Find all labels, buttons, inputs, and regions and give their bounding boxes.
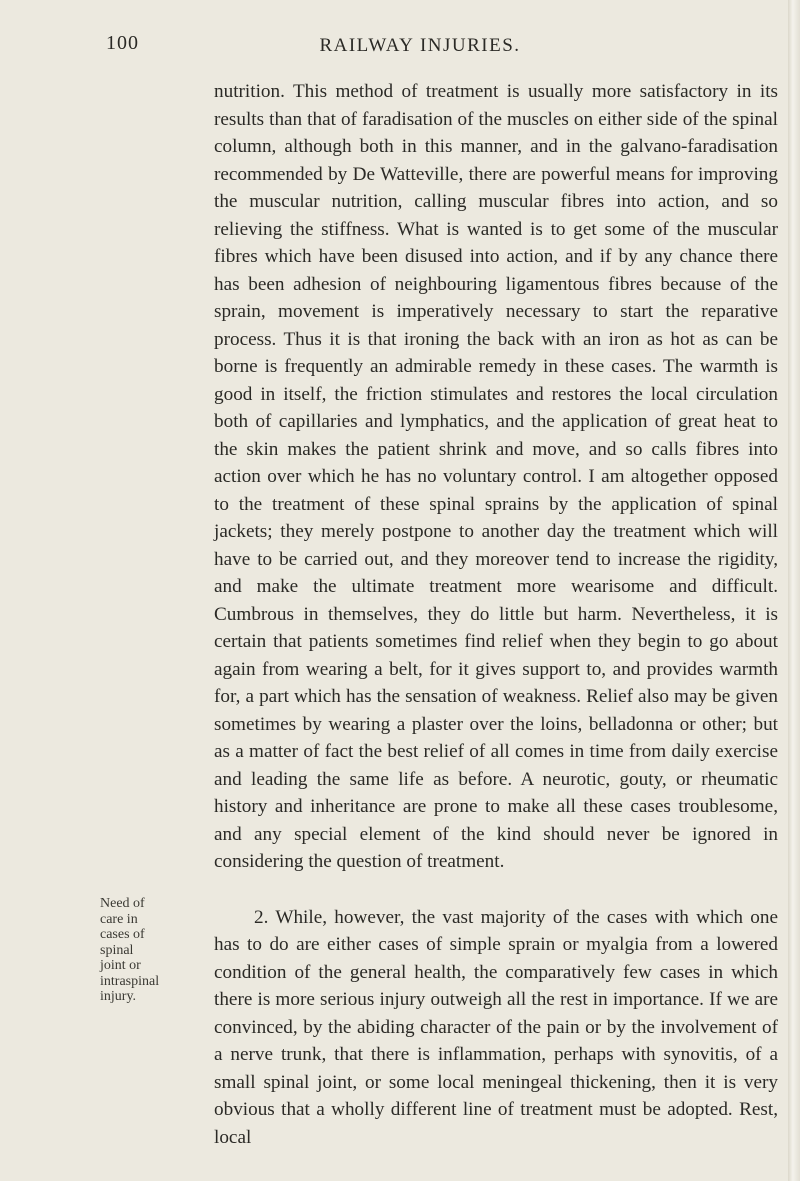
page-number: 100 <box>106 32 139 54</box>
margin-note-line: Need of <box>100 896 145 911</box>
running-head <box>0 32 800 62</box>
margin-note-line: cases of <box>100 927 145 942</box>
paragraph-2: 2. While, however, the vast majority of the cases with which one has to do are either cases of simple sprain or myalgia from a lowered condition of the general health, the comparatively few cases in which there is more serious injury outweigh all the rest in importance. If we are convinced, by the abiding character of the pain or by the involvement of a nerve trunk, that there is inflammation, perhaps with synovitis, of a small spinal joint, or some local meningeal thickening, then it is very obvious that a wholly different line of treatment must be adopted. Rest, local <box>214 906 778 1148</box>
running-title: RAILWAY INJURIES. <box>319 35 521 56</box>
page-edge <box>788 0 800 1181</box>
margin-note-line: spinal <box>100 942 134 958</box>
margin-note-line: care in <box>100 911 138 927</box>
margin-note-line: injury. <box>100 989 137 1004</box>
margin-note <box>100 896 174 1005</box>
margin-note-line: joint or <box>100 958 141 973</box>
margin-note-line: intraspinal <box>100 973 160 989</box>
paragraph-1: nutrition. This method of treatment is usually more satisfactory in its results than that of faradisation of the muscles on either side of the spinal column, although both in this manner, and in the galvano-faradisation recommended by De Watteville, there are powerful means for improving the muscular nutrition, calling muscular fibres into action, and so relieving the stiffness. What is wanted is to get some of the muscular fibres which have been disused into action, and if by any chance there has been adhesion of neighbouring ligamentous fibres because of the sprain, movement is imperatively necessary to start the reparative process. Thus it is that ironing the back with an iron as hot as can be borne is frequently an admirable remedy in these cases. The warmth is good in itself, the friction stimulates and restores the local circulation both of capillaries and lymphatics, and the application of great heat to the skin makes the patient shrink and move, and so calls fibres into action over which he has no voluntary control. I am altogether opposed to the treatment of these spinal sprains by the application of spinal jackets; they merely postpone to another day the treatment which will have to be carried out, and they moreover tend to increase the rigidity, and make the ultimate treatment more wearisome and difficult. Cumbrous in themselves, they do little but harm. Nevertheless, it is certain that patients sometimes find relief when they begin to go about again from wearing a belt, for it gives support to, and provides warmth for, a part which has the sensation of weakness. Relief also may be given sometimes by wearing a plaster over the loins, belladonna or other; but as a matter of fact the best relief of all comes in time from daily exercise and leading the same life as before. A neurotic, gouty, or rheumatic history and inheritance are prone to make all these cases troublesome, and any special element of the kind should never be ignored in considering the question of treatment. <box>214 81 778 872</box>
main-text <box>214 78 778 1151</box>
